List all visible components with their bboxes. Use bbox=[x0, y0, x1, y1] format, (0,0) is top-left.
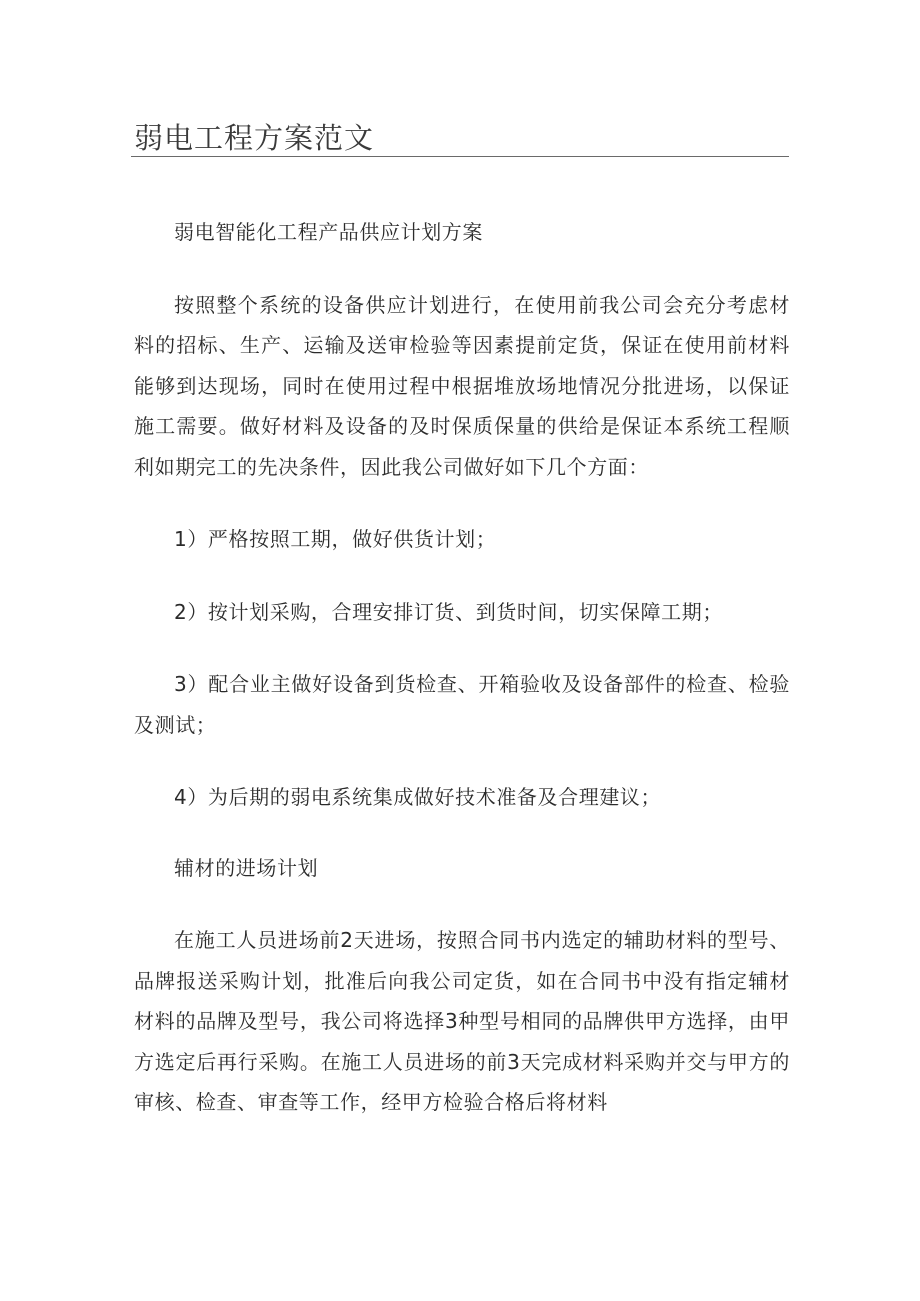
list-item-2: 2）按计划采购，合理安排订货、到货时间，切实保障工期； bbox=[174, 599, 723, 624]
list-item-3: 3）配合业主做好设备到货检查、开箱验收及设备部件的检查、检验及测试； bbox=[134, 672, 790, 737]
plan-subtitle: 弱电智能化工程产品供应计划方案 bbox=[174, 220, 483, 244]
section-heading: 辅材的进场计划 bbox=[174, 855, 319, 880]
list-item-1: 1）严格按照工期，做好供货计划； bbox=[174, 527, 497, 551]
intro-paragraph: 按照整个系统的设备供应计划进行，在使用前我公司会充分考虑材料的招标、生产、运输及送审检验等因素提前定货，保证在使用前材料能够到达现场，同时在使用过程中根据堆放场地情况分批进场，以保证施工需要。做好材料及设备的及时保质保量的供给是保证本系统工程顺利如期完工的先决条件，因此我公司做好如下几个方面： bbox=[134, 292, 790, 479]
document-title: 弱电工程方案范文 bbox=[134, 121, 375, 155]
title-underline bbox=[131, 156, 789, 157]
document-body bbox=[134, 212, 790, 1123]
section-paragraph: 在施工人员进场前2天进场，按照合同书内选定的辅助材料的型号、品牌报送采购计划，批准后向我公司定货，如在合同书中没有指定辅材材料的品牌及型号，我公司将选择3种型号相同的品牌供甲方选择，由甲方选定后再行采购。在施工人员进场的前3天完成材料采购并交与甲方的审核、检查、审查等工作，经甲方检验合格后将材料 bbox=[134, 928, 790, 1114]
list-item-4: 4）为后期的弱电系统集成做好技术准备及合理建议； bbox=[174, 785, 662, 809]
